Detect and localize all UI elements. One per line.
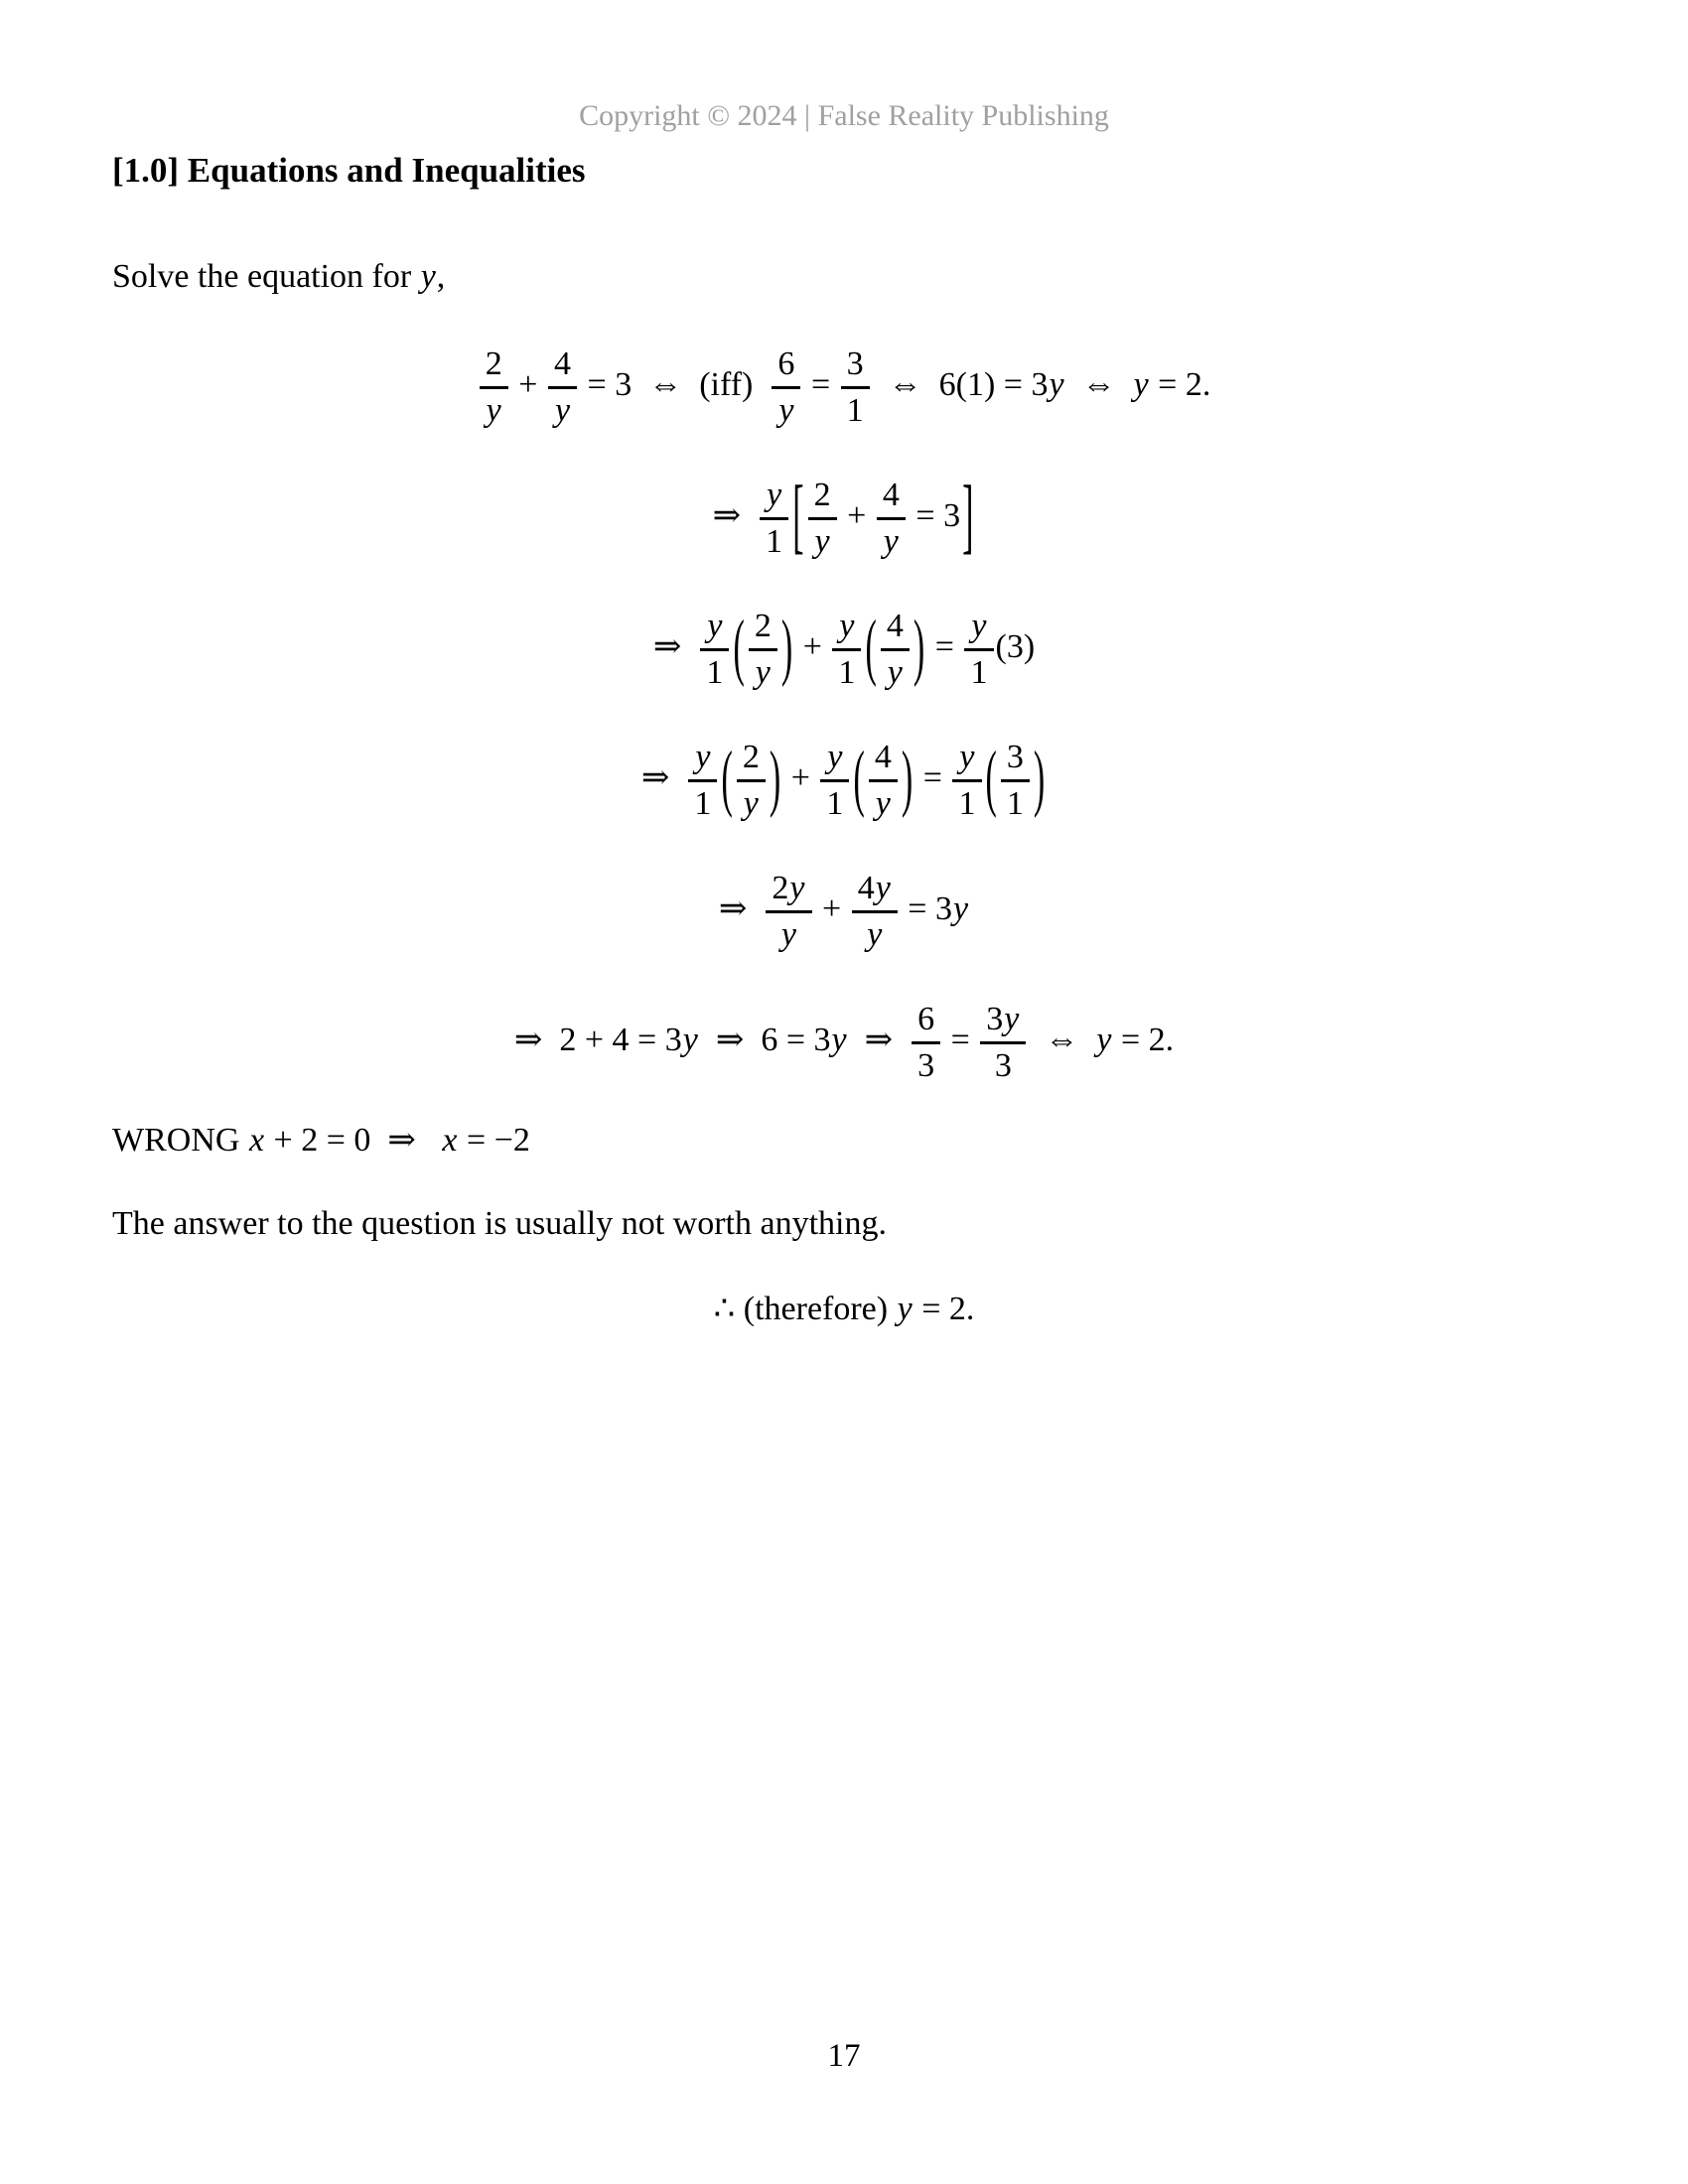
fraction-numerator: 6	[912, 1000, 940, 1044]
intro-variable: y	[420, 258, 436, 295]
fraction-numerator	[832, 607, 861, 651]
wrong-label: WRONG	[112, 1122, 248, 1159]
fraction-denominator	[869, 782, 898, 823]
fraction-numerator	[688, 738, 717, 782]
fraction-numerator	[952, 738, 981, 782]
fraction-numerator: 4	[877, 476, 906, 520]
conclusion-line	[112, 1289, 1576, 1330]
stretchy-delimiter: (	[865, 608, 877, 689]
fraction	[980, 1000, 1026, 1085]
fraction-numerator: 3y	[980, 1000, 1026, 1044]
note-paragraph: The answer to the question is usually not worth anything.	[112, 1205, 887, 1242]
fraction-numerator: 2	[480, 344, 508, 389]
stretchy-delimiter: )	[780, 608, 793, 689]
fraction-denominator: 3	[994, 1047, 1012, 1085]
stretchy-delimiter: (	[853, 739, 865, 820]
fraction-numerator: 2	[737, 738, 766, 782]
math-variable: y	[1004, 1001, 1020, 1038]
math-variable: y	[959, 739, 975, 776]
math-run: ⇒	[712, 497, 742, 534]
fraction-numerator: 2	[749, 607, 777, 651]
equation-line-1	[112, 334, 1576, 437]
fraction	[480, 344, 508, 430]
math-run: =	[934, 628, 954, 665]
math-run: ⇔ y = 2.	[1045, 1022, 1175, 1058]
math-variable: y	[1096, 1022, 1112, 1058]
fraction-denominator	[852, 913, 898, 954]
fraction	[952, 738, 981, 823]
fraction-numerator	[820, 738, 849, 782]
math-variable: x	[248, 1122, 265, 1159]
stretchy-delimiter: )	[1033, 739, 1046, 820]
fraction	[832, 607, 861, 692]
math-variable: y	[743, 785, 759, 823]
fraction-denominator: 1	[826, 785, 844, 823]
math-variable: x	[442, 1122, 458, 1159]
math-run: ⇒	[640, 759, 670, 796]
math-run: +	[822, 890, 842, 927]
wrong-statement-line	[112, 1120, 1576, 1161]
math-variable: y	[554, 392, 571, 430]
fraction-numerator: 4	[881, 607, 910, 651]
math-variable: y	[789, 870, 805, 907]
fraction-denominator: 1	[846, 392, 864, 430]
fraction	[766, 869, 811, 954]
fraction-denominator	[772, 389, 800, 430]
fraction-numerator: 3	[1001, 738, 1030, 782]
math-variable: y	[780, 916, 797, 954]
math-variable: y	[897, 1291, 913, 1327]
equation-line-5	[112, 858, 1576, 961]
fraction-numerator	[760, 476, 788, 520]
math-variable: y	[1049, 366, 1064, 403]
fraction	[1001, 738, 1030, 823]
equation-line-2	[112, 465, 1576, 568]
fraction-denominator: 1	[958, 785, 976, 823]
fraction	[772, 344, 800, 430]
fraction	[912, 1000, 940, 1085]
stretchy-delimiter: )	[769, 739, 781, 820]
fraction-denominator: 1	[1006, 785, 1024, 823]
page-number: 17	[827, 2038, 861, 2074]
intro-comma: ,	[436, 258, 446, 295]
fraction-denominator	[877, 520, 906, 561]
math-run: +	[790, 759, 810, 796]
math-variable: y	[827, 739, 843, 776]
math-run: +	[802, 628, 822, 665]
fraction-denominator: 3	[917, 1047, 935, 1085]
fraction	[688, 738, 717, 823]
fraction	[760, 476, 788, 561]
math-run: ⇒	[718, 890, 748, 927]
fraction-numerator: 4y	[852, 869, 898, 913]
fraction	[964, 607, 993, 692]
section-title: [1.0] Equations and Inequalities	[112, 151, 586, 190]
fraction-numerator	[964, 607, 993, 651]
stretchy-delimiter: )	[901, 739, 914, 820]
math-variable: y	[839, 608, 855, 645]
stretchy-delimiter: (	[721, 739, 733, 820]
fraction-denominator: 1	[706, 654, 724, 692]
math-run: = 3 ⇔	[587, 366, 683, 403]
fraction-denominator	[737, 782, 766, 823]
fraction	[820, 738, 849, 823]
fraction-denominator	[548, 389, 577, 430]
fraction-denominator: 1	[694, 785, 712, 823]
stretchy-delimiter: [	[792, 471, 804, 564]
math-variable: y	[486, 392, 501, 430]
math-run: y = 2.	[897, 1291, 975, 1327]
fraction	[877, 476, 906, 561]
fraction	[749, 607, 777, 692]
math-run: +	[847, 497, 867, 534]
fraction	[737, 738, 766, 823]
fraction	[869, 738, 898, 823]
fraction	[852, 869, 898, 954]
stretchy-delimiter: (	[985, 739, 997, 820]
math-run: ⇒ 2 + 4 = 3y ⇒ 6 = 3y ⇒	[513, 1022, 894, 1058]
fraction-numerator: 6	[772, 344, 800, 389]
stretchy-delimiter: ]	[962, 471, 974, 564]
fraction	[841, 344, 870, 430]
math-variable: y	[814, 523, 830, 561]
math-variable: y	[887, 654, 903, 692]
equation-line-4	[112, 727, 1576, 830]
math-run: x + 2 = 0 ⇒ x = −2	[248, 1122, 530, 1159]
math-upright-text: ∴ (therefore)	[713, 1291, 897, 1327]
math-run: (3)	[995, 628, 1036, 665]
stretchy-delimiter: (	[733, 608, 745, 689]
math-variable: y	[867, 916, 883, 954]
math-variable: y	[682, 1022, 698, 1058]
fraction-numerator: 2y	[766, 869, 811, 913]
math-variable: y	[952, 890, 969, 927]
fraction	[700, 607, 729, 692]
math-variable: y	[707, 608, 723, 645]
math-run: =	[950, 1022, 970, 1058]
math-upright-text: (iff)	[699, 366, 771, 403]
math-run: +	[518, 366, 538, 403]
copyright-header: Copyright © 2024 | False Reality Publishing	[579, 99, 1109, 132]
math-variable: y	[971, 608, 987, 645]
math-run: ⇒	[652, 628, 682, 665]
math-variable: y	[875, 870, 891, 907]
fraction	[808, 476, 837, 561]
fraction	[881, 607, 910, 692]
fraction-numerator: 4	[869, 738, 898, 782]
math-run: = 3y	[908, 890, 969, 927]
math-variable: y	[695, 739, 711, 776]
math-run: = 3	[915, 497, 961, 534]
math-variable: y	[767, 477, 782, 514]
fraction-denominator	[480, 389, 508, 430]
equation-line-6	[112, 989, 1576, 1092]
fraction-denominator: 1	[838, 654, 856, 692]
math-variable: y	[755, 654, 771, 692]
math-variable: y	[875, 785, 891, 823]
math-variable: y	[831, 1022, 847, 1058]
equation-line-3	[112, 596, 1576, 699]
math-run: =	[922, 759, 942, 796]
fraction-denominator	[808, 520, 837, 561]
stretchy-delimiter: )	[913, 608, 925, 689]
fraction-numerator: 4	[548, 344, 577, 389]
intro-text: Solve the equation for	[112, 258, 420, 295]
math-variable: y	[1133, 366, 1149, 403]
fraction-denominator: 1	[970, 654, 988, 692]
fraction	[548, 344, 577, 430]
wrong-statement-math	[248, 1122, 530, 1159]
fraction-denominator	[881, 651, 910, 692]
math-variable: y	[883, 523, 899, 561]
intro-paragraph	[112, 256, 1576, 298]
fraction-denominator	[766, 913, 811, 954]
fraction-numerator: 3	[841, 344, 870, 389]
math-variable: y	[778, 392, 794, 430]
fraction-numerator	[700, 607, 729, 651]
fraction-numerator: 2	[808, 476, 837, 520]
fraction-denominator: 1	[766, 523, 783, 561]
fraction-denominator	[749, 651, 777, 692]
math-run: =	[810, 366, 831, 403]
math-run: ⇔ 6(1) = 3y ⇔ y = 2.	[888, 366, 1211, 403]
